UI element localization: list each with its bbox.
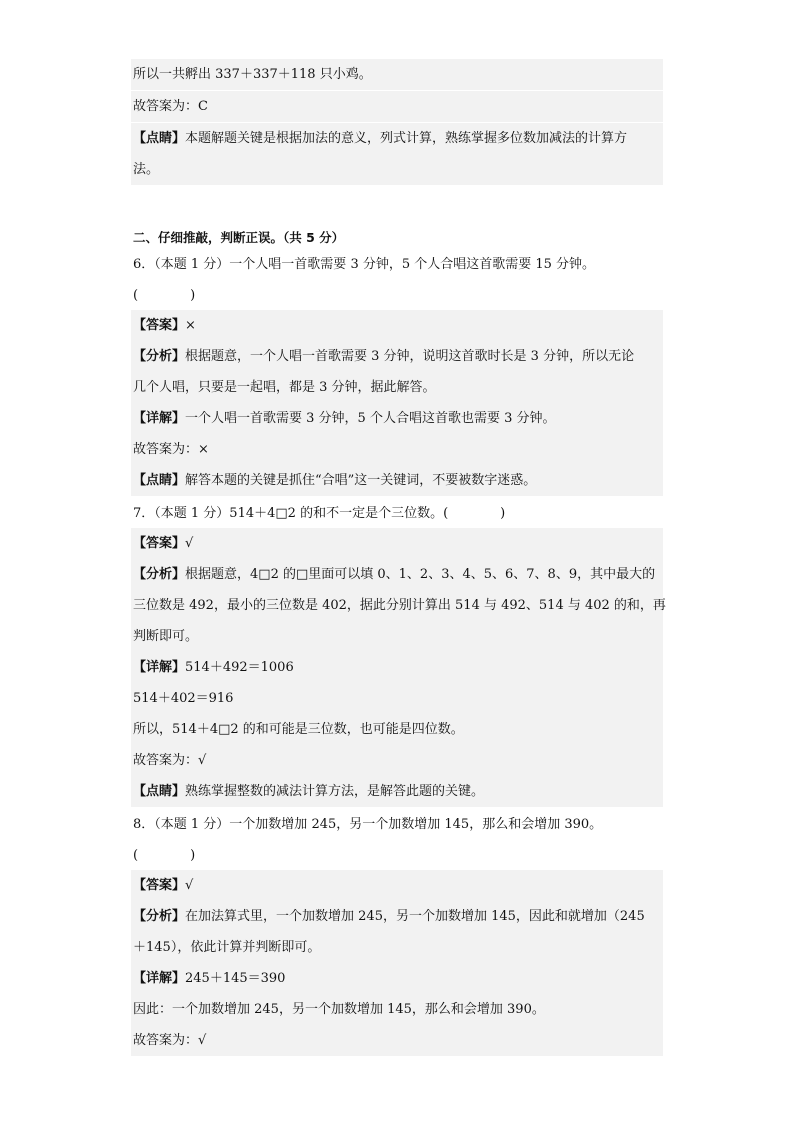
final-answer: 故答案为：× — [131, 434, 663, 465]
analysis-text: 在加法算式里，一个加数增加 245，另一个加数增加 145，因此和就增加（245 — [185, 909, 645, 924]
answer-value: × — [185, 318, 196, 333]
detail-label: 【详解】 — [133, 660, 186, 675]
analysis-continuation: ＋145），依此计算并判断即可。 — [131, 932, 663, 963]
tip-line — [131, 123, 663, 154]
analysis-text: 根据题意，一个人唱一首歌需要 3 分钟，说明这首歌时长是 3 分钟，所以无论 — [185, 349, 635, 364]
analysis-label: 【分析】 — [133, 909, 186, 924]
analysis-line — [131, 559, 663, 590]
analysis-continuation: 几个人唱，只要是一起唱，都是 3 分钟，据此解答。 — [131, 372, 663, 403]
answer-line — [131, 870, 663, 901]
final-answer: 故答案为：√ — [131, 1025, 663, 1056]
detail-line — [131, 652, 663, 683]
tip-text: 熟练掌握整数的减法计算方法，是解答此题的关键。 — [185, 784, 485, 799]
detail-continuation: 所以，514＋4□2 的和可能是三位数，也可能是四位数。 — [131, 714, 663, 745]
answer-parentheses: ( ) — [133, 848, 196, 863]
analysis-text: 根据题意，4□2 的□里面可以填 0、1、2、3、4、5、6、7、8、9，其中最大的 — [185, 567, 656, 582]
final-answer: 故答案为：C — [131, 91, 663, 122]
answer-label: 【答案】 — [133, 318, 186, 333]
tip-label: 【点睛】 — [133, 131, 186, 146]
answer-value: √ — [185, 878, 194, 893]
tip-text: 本题解题关键是根据加法的意义，列式计算，熟练掌握多位数加减法的计算方 — [185, 131, 628, 146]
detail-text: 514＋492＝1006 — [185, 660, 294, 675]
analysis-label: 【分析】 — [133, 349, 186, 364]
tip-label: 【点睛】 — [133, 784, 186, 799]
detail-continuation: 因此：一个加数增加 245，另一个加数增加 145，那么和会增加 390。 — [131, 994, 663, 1025]
tip-label: 【点睛】 — [133, 473, 186, 488]
question-stem: 7．（本题 1 分）514＋4□2 的和不一定是个三位数。( ) — [133, 506, 506, 521]
detail-text: 一个人唱一首歌需要 3 分钟，5 个人合唱这首歌也需要 3 分钟。 — [185, 411, 556, 426]
question-stem: 8．（本题 1 分）一个加数增加 245，另一个加数增加 145，那么和会增加 390。 — [133, 817, 603, 832]
final-answer: 故答案为：√ — [131, 745, 663, 776]
tip-continuation: 法。 — [131, 154, 663, 185]
answer-label: 【答案】 — [133, 536, 186, 551]
analysis-line — [131, 341, 663, 372]
detail-line — [131, 403, 663, 434]
detail-line — [131, 963, 663, 994]
tip-line — [131, 465, 663, 496]
question-stem: 6．（本题 1 分）一个人唱一首歌需要 3 分钟，5 个人合唱这首歌需要 15 分钟。 — [133, 257, 596, 272]
analysis-continuation: 判断即可。 — [131, 621, 663, 652]
answer-line — [131, 310, 663, 341]
analysis-label: 【分析】 — [133, 567, 186, 582]
analysis-line — [131, 901, 663, 932]
detail-label: 【详解】 — [133, 971, 186, 986]
answer-line — [131, 528, 663, 559]
answer-label: 【答案】 — [133, 878, 186, 893]
solution-text: 所以一共孵出 337＋337＋118 只小鸡。 — [131, 59, 663, 90]
tip-text: 解答本题的关键是抓住“合唱”这一关键词，不要被数字迷惑。 — [185, 473, 537, 488]
tip-line — [131, 776, 663, 807]
detail-continuation: 514＋402＝916 — [131, 683, 663, 714]
section-title: 二、仔细推敲，判断正误。（共 5 分） — [133, 230, 345, 245]
answer-parentheses: ( ) — [133, 288, 196, 303]
answer-value: √ — [185, 536, 194, 551]
detail-text: 245＋145＝390 — [185, 971, 286, 986]
detail-label: 【详解】 — [133, 411, 186, 426]
analysis-continuation: 三位数是 492，最小的三位数是 402，据此分别计算出 514 与 492、514 与 402 的和，再 — [131, 590, 663, 621]
